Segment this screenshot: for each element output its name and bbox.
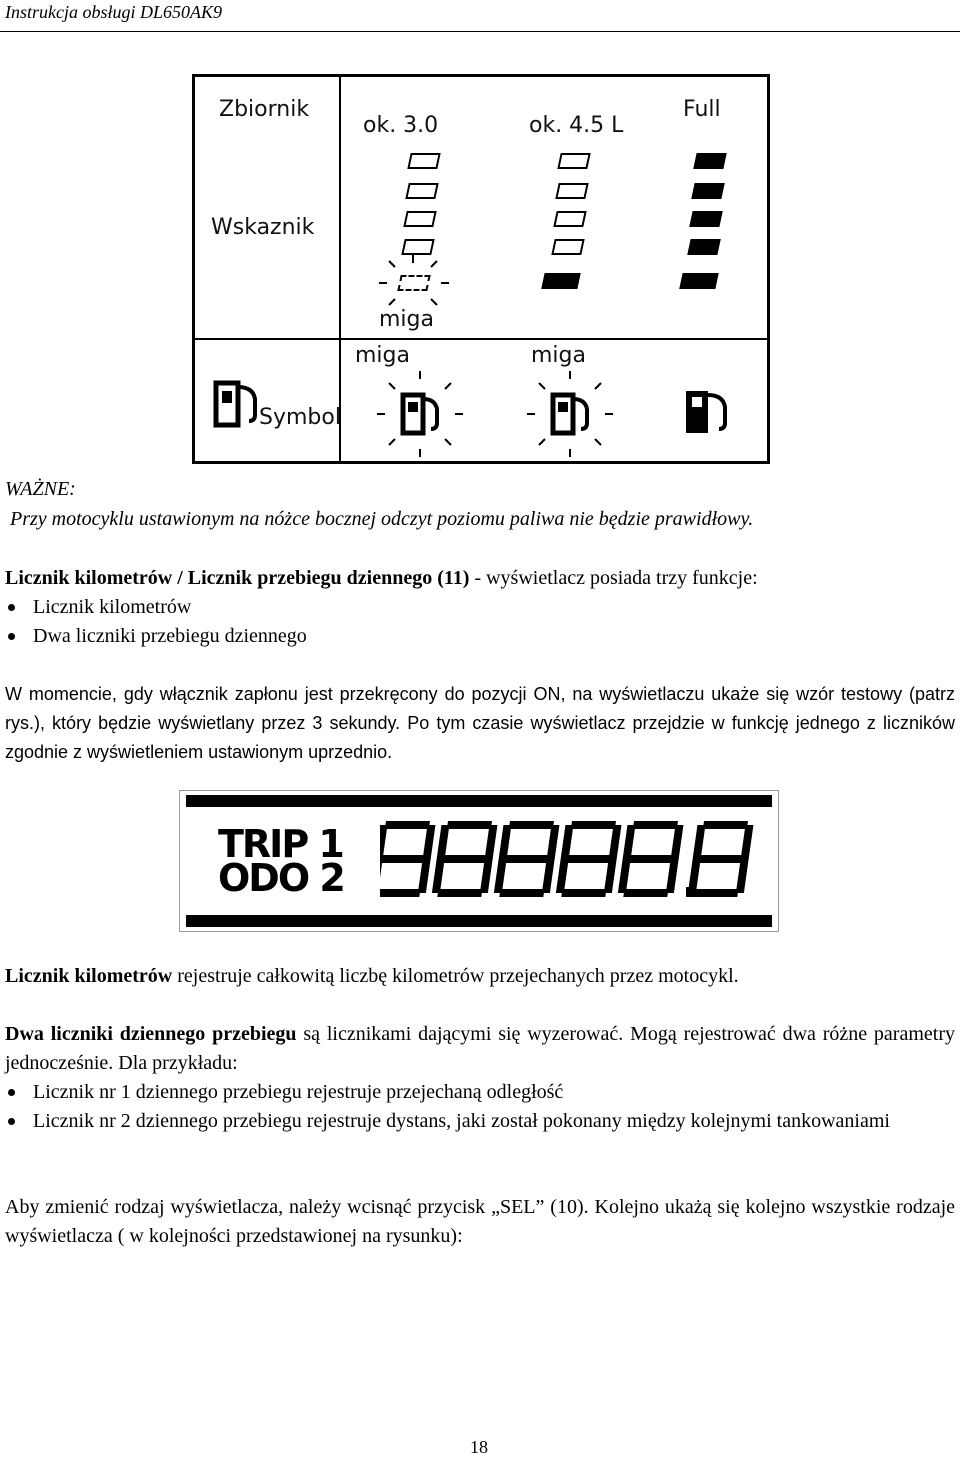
header-rule [0,31,960,32]
paragraph-trip-rest: są licznikami dającymi się wyzerować. Mogą rejestrować dwa różne parametry jednocześnie. Dla przykładu: [5,1023,955,1074]
fuel-segment [557,153,590,169]
lcd-label-trip: TRIP 1 [218,822,343,866]
list-item-text: Licznik kilometrów [33,596,192,618]
list-item-text: Dwa liczniki przebiegu dziennego [33,625,307,647]
list-item [8,622,307,651]
page-number: 18 [470,1437,488,1457]
list-item-text: Licznik nr 1 dziennego przebiegu rejestruje przejechaną odległość [33,1081,564,1103]
fuel-segment [553,211,586,227]
lcd-label-odo: ODO 2 [218,856,344,900]
note-title: WAŻNE: [5,478,76,500]
fuel-segment-filled [691,183,724,199]
fuel-segment [555,183,588,199]
fuel-segment-filled [693,153,726,169]
paragraph-sel-button: Aby zmienić rodzaj wyświetlacza, należy wcisnąć przycisk „SEL” (10). Kolejno ukażą się kolejno wszystkie rodzaje wyświetlacza ( w kolejności przedstawionej na rysunku): [5,1196,955,1247]
blink-rays-icon [379,255,449,311]
table-row-divider [195,338,767,340]
fuel-segment-filled [541,273,580,289]
fuel-gauge-figure [192,74,770,464]
row-label-symbol: Symbol [259,405,341,430]
blink-label: miga [531,343,586,368]
seven-segment-digits [380,821,760,901]
paragraph-odometer-bold: Licznik kilometrów [5,965,173,987]
paragraph-test-pattern: W momencie, gdy włącznik zapłonu jest przekręcony do pozycji ON, na wyświetlaczu ukaże się wzór testowy (patrz rys.), który będzie wyświetlany przez 3 sekundy. Po tym czasie wyświetlacz przejdzie w funkcję jednego z liczników zgodnie z wyświetleniem ustawionym uprzednio. [5,684,955,762]
col-header-3l: ok. 3.0 [363,113,439,138]
fuel-segment-filled [687,239,720,255]
fuel-pump-solid-icon [683,385,733,437]
blink-label: miga [379,307,434,332]
fuel-segment [401,239,434,255]
list-item-text: Licznik nr 2 dziennego przebiegu rejestruje dystans, jaki został pokonany między kolejnymi tankowaniami [33,1110,890,1132]
col-header-full: Full [683,97,721,122]
list-item [8,1078,953,1107]
paragraph-trip-counters [5,1020,955,1078]
fuel-segment [405,183,438,199]
fuel-segment-filled [689,211,722,227]
display-bottom-bar [186,915,772,927]
section-heading-bold: Licznik kilometrów / Licznik przebiegu dziennego (11) [5,567,470,589]
section-heading-rest: - wyświetlacz posiada trzy funkcje: [469,567,758,589]
paragraph-odometer [5,962,955,991]
list-item [8,1107,953,1136]
trip-display-figure [179,790,779,932]
row-label-indicator: Wskaznik [211,215,315,240]
fuel-pump-blinking-icon [375,369,465,459]
note-text: Przy motocyklu ustawionym na nóżce bocznej odczyt poziomu paliwa nie będzie prawidłowy. [10,508,754,530]
fuel-pump-outline-icon [213,377,263,429]
fuel-segment-filled [679,273,718,289]
col-header-tank: Zbiornik [219,97,310,122]
col-header-45l: ok. 4.5 L [529,113,624,138]
paragraph-trip-bold: Dwa liczniki dziennego przebiegu [5,1023,297,1045]
fuel-segment [407,153,440,169]
document-header: Instrukcja obsługi DL650AK9 [5,2,223,22]
fuel-segment [403,211,436,227]
section-heading [5,564,955,593]
table-column-divider [339,77,341,461]
paragraph-odometer-rest: rejestruje całkowitą liczbę kilometrów przejechanych przez motocykl. [172,965,739,987]
blink-label: miga [355,343,410,368]
fuel-segment [551,239,584,255]
display-top-bar [186,795,772,807]
fuel-pump-blinking-icon [525,369,615,459]
list-item [8,593,191,622]
